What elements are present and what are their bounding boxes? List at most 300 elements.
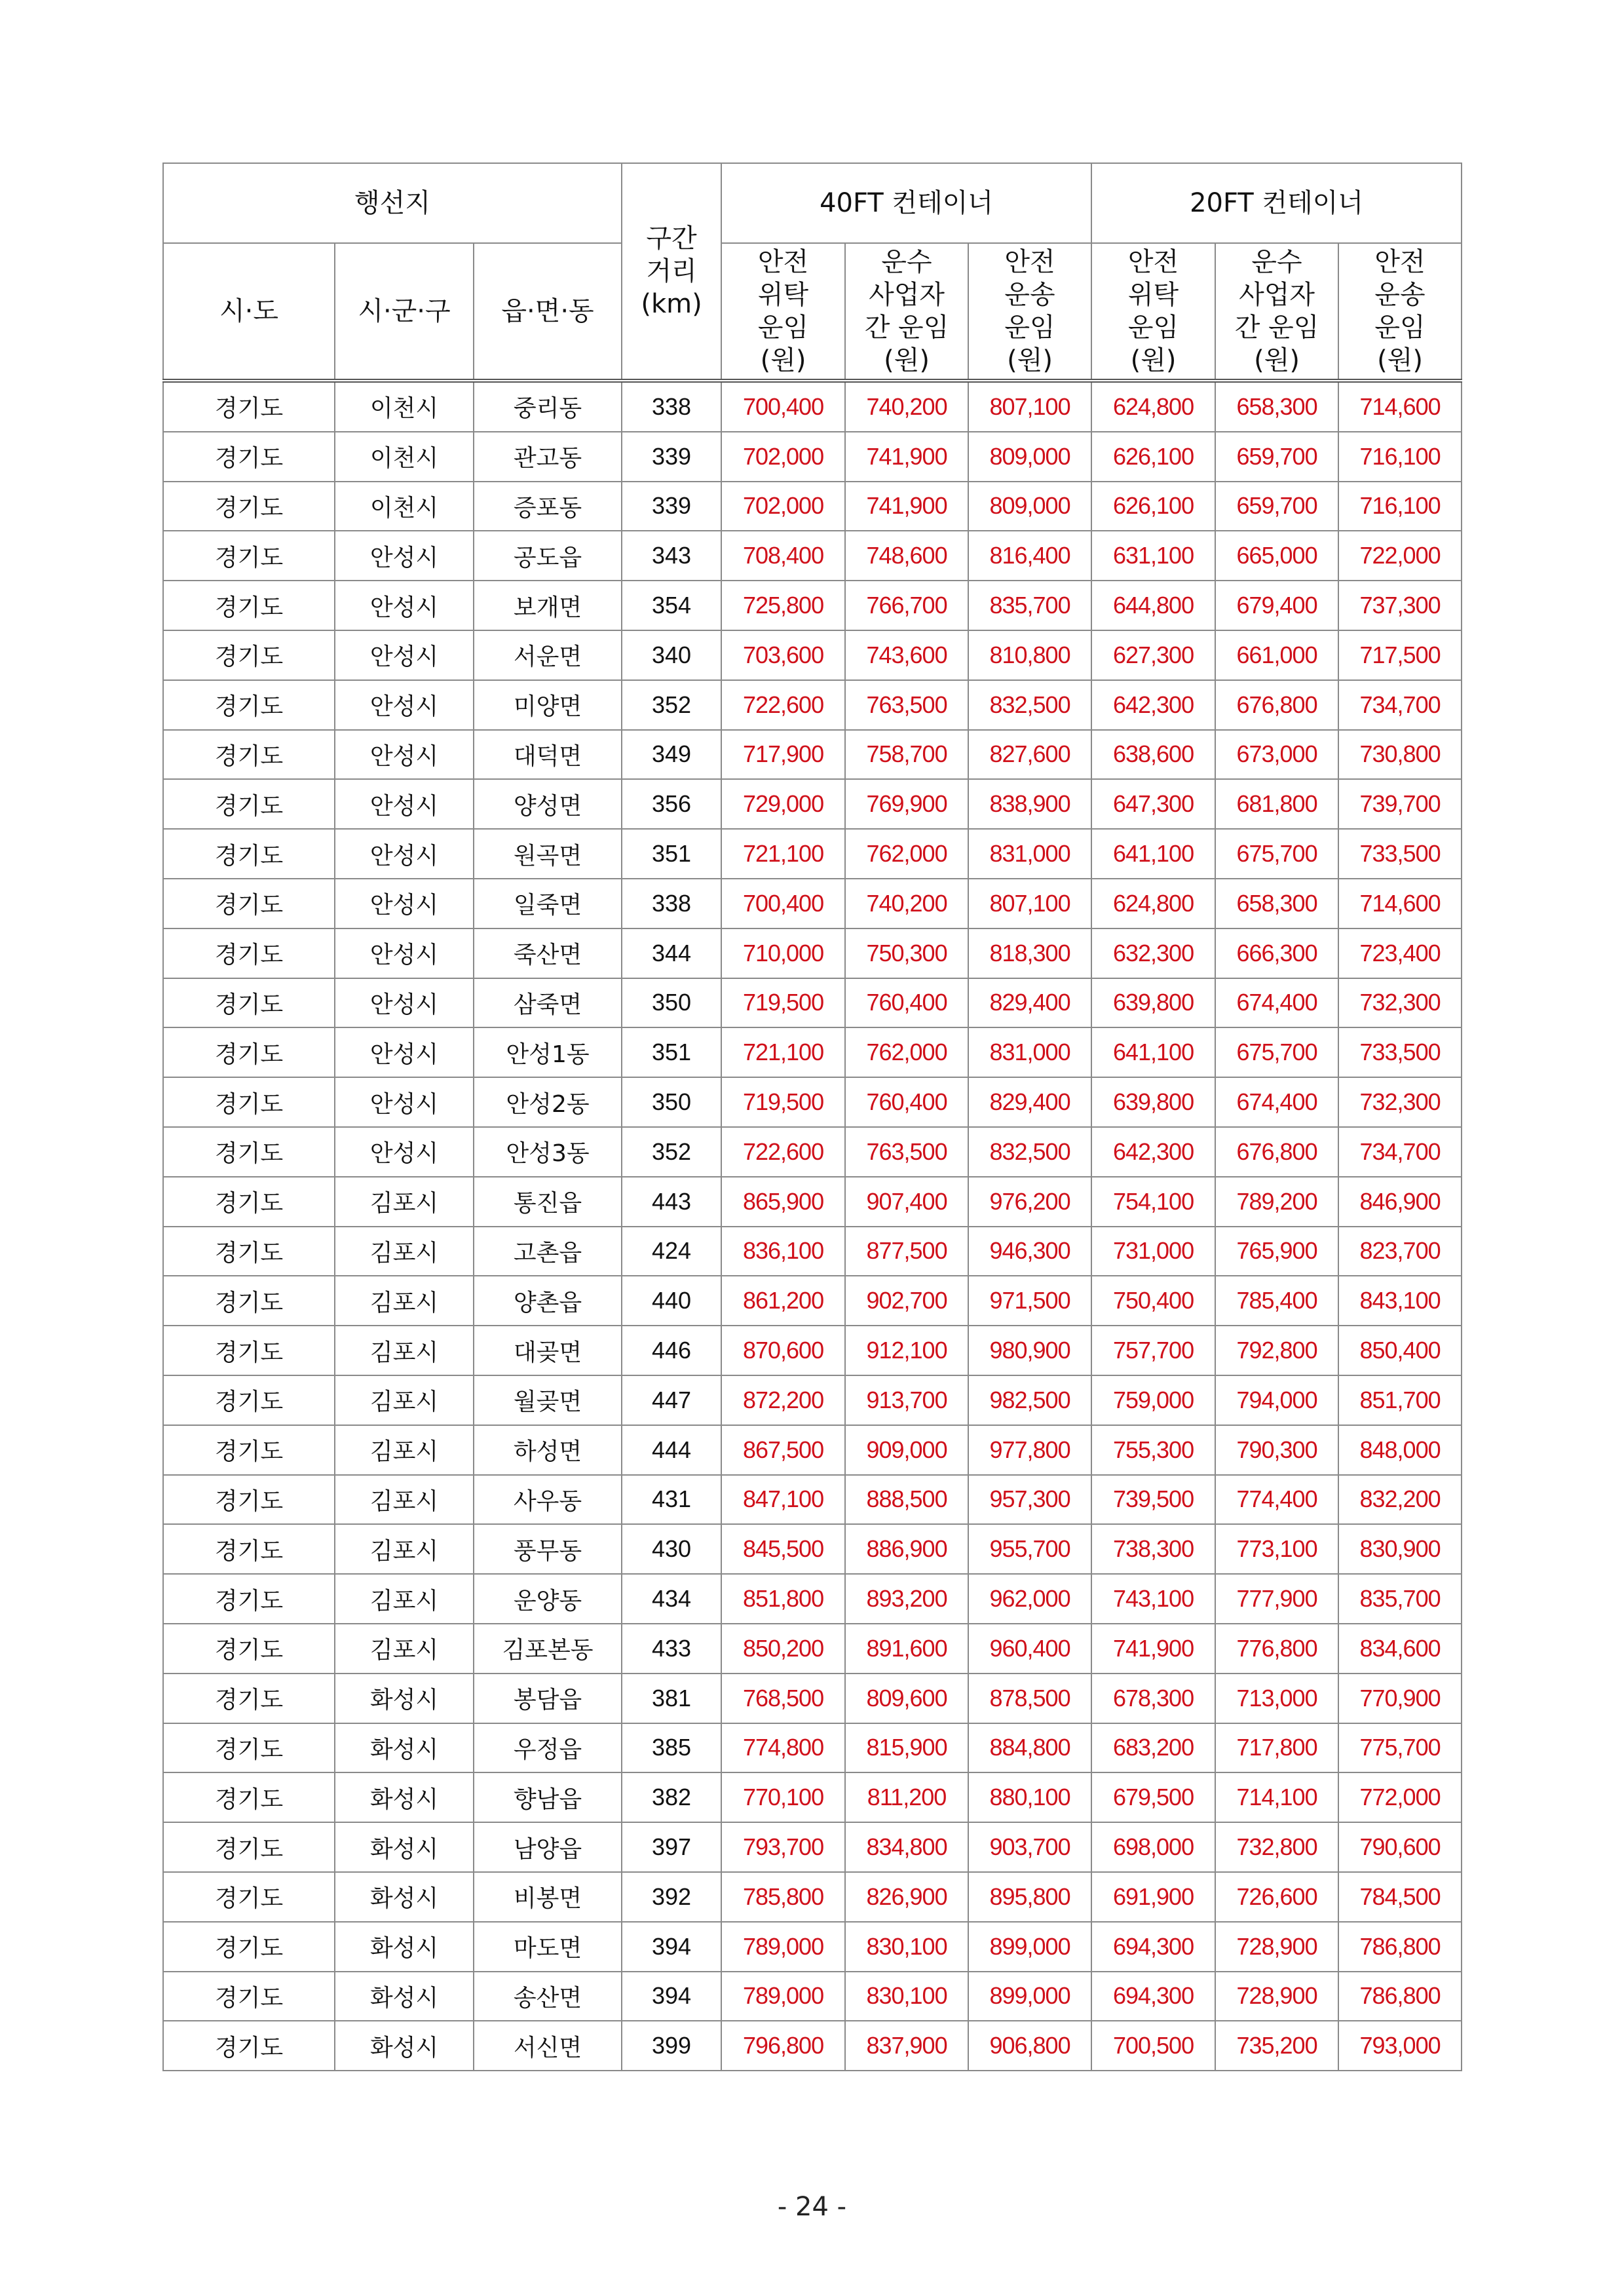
cell-fare-20ft-safe-transport: 716,100 xyxy=(1338,432,1462,482)
cell-fare-20ft-safe-consign: 678,300 xyxy=(1091,1674,1215,1723)
cell-fare-40ft-safe-consign: 865,900 xyxy=(721,1177,845,1227)
cell-fare-40ft-safe-transport: 816,400 xyxy=(968,531,1091,581)
cell-fare-20ft-safe-consign: 755,300 xyxy=(1091,1425,1215,1475)
cell-sigungu: 화성시 xyxy=(335,1922,474,1972)
cell-fare-40ft-safe-consign: 774,800 xyxy=(721,1723,845,1773)
cell-fare-20ft-carrier-between: 774,400 xyxy=(1215,1475,1338,1525)
cell-fare-40ft-carrier-between: 893,200 xyxy=(845,1574,968,1624)
cell-eupmyeondong: 일죽면 xyxy=(474,879,622,928)
cell-fare-20ft-carrier-between: 735,200 xyxy=(1215,2021,1338,2071)
cell-fare-20ft-safe-transport: 830,900 xyxy=(1338,1524,1462,1574)
table-row xyxy=(163,829,1462,879)
page-number: - 24 - xyxy=(777,2192,847,2222)
cell-sido: 경기도 xyxy=(163,1425,335,1475)
fare-table-container xyxy=(162,163,1461,2071)
cell-eupmyeondong: 삼죽면 xyxy=(474,978,622,1028)
cell-fare-40ft-safe-consign: 770,100 xyxy=(721,1772,845,1822)
cell-sigungu: 안성시 xyxy=(335,879,474,928)
cell-fare-20ft-carrier-between: 773,100 xyxy=(1215,1524,1338,1574)
cell-distance: 351 xyxy=(622,829,721,879)
cell-fare-20ft-safe-consign: 698,000 xyxy=(1091,1822,1215,1872)
cell-eupmyeondong: 운양동 xyxy=(474,1574,622,1624)
cell-fare-20ft-safe-transport: 834,600 xyxy=(1338,1624,1462,1674)
cell-fare-40ft-carrier-between: 740,200 xyxy=(845,381,968,432)
cell-fare-40ft-carrier-between: 809,600 xyxy=(845,1674,968,1723)
cell-fare-40ft-safe-transport: 838,900 xyxy=(968,779,1091,829)
cell-eupmyeondong: 월곶면 xyxy=(474,1375,622,1425)
cell-fare-40ft-safe-consign: 729,000 xyxy=(721,779,845,829)
cell-fare-40ft-carrier-between: 877,500 xyxy=(845,1227,968,1276)
cell-fare-20ft-safe-transport: 775,700 xyxy=(1338,1723,1462,1773)
cell-fare-20ft-safe-transport: 793,000 xyxy=(1338,2021,1462,2071)
cell-fare-40ft-safe-transport: 807,100 xyxy=(968,381,1091,432)
cell-fare-20ft-safe-consign: 644,800 xyxy=(1091,581,1215,630)
cell-distance: 434 xyxy=(622,1574,721,1624)
cell-fare-40ft-safe-transport: 962,000 xyxy=(968,1574,1091,1624)
cell-fare-20ft-carrier-between: 681,800 xyxy=(1215,779,1338,829)
cell-fare-40ft-carrier-between: 902,700 xyxy=(845,1276,968,1326)
cell-fare-40ft-safe-consign: 836,100 xyxy=(721,1227,845,1276)
cell-distance: 394 xyxy=(622,1922,721,1972)
cell-eupmyeondong: 중리동 xyxy=(474,381,622,432)
cell-eupmyeondong: 비봉면 xyxy=(474,1872,622,1922)
cell-fare-20ft-safe-consign: 627,300 xyxy=(1091,630,1215,680)
cell-fare-40ft-safe-transport: 835,700 xyxy=(968,581,1091,630)
header-sigungu: 시·군·구 xyxy=(335,243,474,381)
cell-fare-40ft-safe-transport: 810,800 xyxy=(968,630,1091,680)
cell-fare-20ft-carrier-between: 673,000 xyxy=(1215,730,1338,780)
cell-sido: 경기도 xyxy=(163,1326,335,1375)
cell-sido: 경기도 xyxy=(163,1674,335,1723)
cell-fare-40ft-safe-consign: 847,100 xyxy=(721,1475,845,1525)
cell-fare-20ft-carrier-between: 658,300 xyxy=(1215,879,1338,928)
cell-eupmyeondong: 안성2동 xyxy=(474,1077,622,1127)
cell-fare-20ft-carrier-between: 666,300 xyxy=(1215,928,1338,978)
table-row xyxy=(163,1574,1462,1624)
table-row xyxy=(163,1127,1462,1177)
cell-eupmyeondong: 김포본동 xyxy=(474,1624,622,1674)
cell-fare-40ft-carrier-between: 766,700 xyxy=(845,581,968,630)
cell-fare-20ft-safe-transport: 734,700 xyxy=(1338,1127,1462,1177)
cell-fare-20ft-carrier-between: 674,400 xyxy=(1215,978,1338,1028)
cell-distance: 350 xyxy=(622,1077,721,1127)
cell-fare-20ft-carrier-between: 713,000 xyxy=(1215,1674,1338,1723)
cell-fare-40ft-safe-transport: 832,500 xyxy=(968,1127,1091,1177)
cell-fare-20ft-safe-transport: 730,800 xyxy=(1338,730,1462,780)
cell-fare-40ft-carrier-between: 834,800 xyxy=(845,1822,968,1872)
cell-fare-40ft-carrier-between: 740,200 xyxy=(845,879,968,928)
cell-fare-20ft-carrier-between: 674,400 xyxy=(1215,1077,1338,1127)
cell-sigungu: 이천시 xyxy=(335,482,474,531)
table-row xyxy=(163,730,1462,780)
table-row xyxy=(163,928,1462,978)
header-20ft: 20FT 컨테이너 xyxy=(1091,163,1462,243)
cell-sido: 경기도 xyxy=(163,1077,335,1127)
cell-sigungu: 안성시 xyxy=(335,779,474,829)
cell-fare-40ft-safe-consign: 722,600 xyxy=(721,680,845,730)
cell-distance: 349 xyxy=(622,730,721,780)
header-distance: 구간 거리 (km) xyxy=(622,163,721,381)
cell-fare-40ft-safe-transport: 982,500 xyxy=(968,1375,1091,1425)
cell-fare-20ft-carrier-between: 679,400 xyxy=(1215,581,1338,630)
cell-fare-20ft-safe-consign: 639,800 xyxy=(1091,978,1215,1028)
cell-fare-40ft-safe-consign: 793,700 xyxy=(721,1822,845,1872)
cell-fare-20ft-safe-consign: 639,800 xyxy=(1091,1077,1215,1127)
cell-fare-40ft-safe-consign: 725,800 xyxy=(721,581,845,630)
cell-fare-20ft-safe-transport: 734,700 xyxy=(1338,680,1462,730)
cell-fare-40ft-carrier-between: 907,400 xyxy=(845,1177,968,1227)
cell-fare-20ft-safe-consign: 642,300 xyxy=(1091,680,1215,730)
table-row xyxy=(163,1922,1462,1972)
table-row xyxy=(163,1524,1462,1574)
cell-fare-40ft-safe-consign: 768,500 xyxy=(721,1674,845,1723)
cell-fare-40ft-safe-consign: 861,200 xyxy=(721,1276,845,1326)
cell-fare-40ft-safe-transport: 899,000 xyxy=(968,1922,1091,1972)
cell-fare-40ft-carrier-between: 912,100 xyxy=(845,1326,968,1375)
cell-sigungu: 화성시 xyxy=(335,1822,474,1872)
cell-sigungu: 김포시 xyxy=(335,1524,474,1574)
cell-fare-40ft-safe-transport: 807,100 xyxy=(968,879,1091,928)
cell-fare-40ft-safe-transport: 960,400 xyxy=(968,1624,1091,1674)
cell-fare-40ft-safe-consign: 721,100 xyxy=(721,829,845,879)
cell-fare-20ft-safe-consign: 694,300 xyxy=(1091,1922,1215,1972)
cell-fare-40ft-safe-transport: 899,000 xyxy=(968,1972,1091,2021)
cell-sido: 경기도 xyxy=(163,1276,335,1326)
cell-fare-40ft-safe-transport: 895,800 xyxy=(968,1872,1091,1922)
table-row xyxy=(163,1475,1462,1525)
cell-eupmyeondong: 고촌읍 xyxy=(474,1227,622,1276)
cell-sigungu: 안성시 xyxy=(335,1127,474,1177)
cell-fare-40ft-carrier-between: 760,400 xyxy=(845,1077,968,1127)
cell-sigungu: 화성시 xyxy=(335,1723,474,1773)
cell-fare-40ft-safe-consign: 721,100 xyxy=(721,1027,845,1077)
cell-eupmyeondong: 미양면 xyxy=(474,680,622,730)
table-row xyxy=(163,1674,1462,1723)
cell-sido: 경기도 xyxy=(163,779,335,829)
cell-fare-40ft-carrier-between: 763,500 xyxy=(845,1127,968,1177)
cell-fare-20ft-carrier-between: 661,000 xyxy=(1215,630,1338,680)
table-row xyxy=(163,1177,1462,1227)
cell-fare-20ft-safe-transport: 846,900 xyxy=(1338,1177,1462,1227)
cell-distance: 352 xyxy=(622,680,721,730)
cell-fare-40ft-carrier-between: 741,900 xyxy=(845,482,968,531)
cell-fare-20ft-safe-transport: 848,000 xyxy=(1338,1425,1462,1475)
cell-distance: 399 xyxy=(622,2021,721,2071)
cell-sigungu: 김포시 xyxy=(335,1425,474,1475)
cell-fare-20ft-safe-consign: 694,300 xyxy=(1091,1972,1215,2021)
cell-distance: 350 xyxy=(622,978,721,1028)
cell-fare-40ft-carrier-between: 886,900 xyxy=(845,1524,968,1574)
table-row xyxy=(163,978,1462,1028)
table-row xyxy=(163,1276,1462,1326)
cell-fare-20ft-safe-transport: 723,400 xyxy=(1338,928,1462,978)
table-row xyxy=(163,432,1462,482)
cell-fare-20ft-carrier-between: 776,800 xyxy=(1215,1624,1338,1674)
header-40ft: 40FT 컨테이너 xyxy=(721,163,1091,243)
cell-fare-40ft-safe-consign: 719,500 xyxy=(721,978,845,1028)
cell-eupmyeondong: 증포동 xyxy=(474,482,622,531)
cell-eupmyeondong: 보개면 xyxy=(474,581,622,630)
cell-fare-20ft-safe-consign: 738,300 xyxy=(1091,1524,1215,1574)
cell-fare-20ft-carrier-between: 717,800 xyxy=(1215,1723,1338,1773)
cell-fare-40ft-safe-consign: 867,500 xyxy=(721,1425,845,1475)
cell-sido: 경기도 xyxy=(163,1624,335,1674)
cell-fare-20ft-safe-transport: 732,300 xyxy=(1338,978,1462,1028)
cell-eupmyeondong: 남양읍 xyxy=(474,1822,622,1872)
cell-sido: 경기도 xyxy=(163,1227,335,1276)
cell-fare-20ft-safe-transport: 790,600 xyxy=(1338,1822,1462,1872)
cell-fare-40ft-carrier-between: 760,400 xyxy=(845,978,968,1028)
cell-fare-20ft-carrier-between: 659,700 xyxy=(1215,432,1338,482)
cell-distance: 424 xyxy=(622,1227,721,1276)
cell-eupmyeondong: 하성면 xyxy=(474,1425,622,1475)
cell-fare-20ft-safe-consign: 759,000 xyxy=(1091,1375,1215,1425)
cell-sido: 경기도 xyxy=(163,680,335,730)
cell-sido: 경기도 xyxy=(163,978,335,1028)
cell-fare-40ft-safe-transport: 880,100 xyxy=(968,1772,1091,1822)
cell-sido: 경기도 xyxy=(163,1922,335,1972)
cell-sido: 경기도 xyxy=(163,630,335,680)
cell-fare-40ft-carrier-between: 762,000 xyxy=(845,1027,968,1077)
cell-sido: 경기도 xyxy=(163,1127,335,1177)
cell-fare-40ft-carrier-between: 888,500 xyxy=(845,1475,968,1525)
cell-fare-20ft-carrier-between: 794,000 xyxy=(1215,1375,1338,1425)
cell-fare-20ft-carrier-between: 765,900 xyxy=(1215,1227,1338,1276)
cell-distance: 381 xyxy=(622,1674,721,1723)
cell-sigungu: 이천시 xyxy=(335,432,474,482)
cell-fare-40ft-safe-transport: 818,300 xyxy=(968,928,1091,978)
cell-distance: 394 xyxy=(622,1972,721,2021)
table-row xyxy=(163,1227,1462,1276)
cell-eupmyeondong: 안성3동 xyxy=(474,1127,622,1177)
cell-fare-40ft-safe-consign: 870,600 xyxy=(721,1326,845,1375)
cell-fare-20ft-safe-consign: 641,100 xyxy=(1091,829,1215,879)
cell-sigungu: 안성시 xyxy=(335,978,474,1028)
table-row xyxy=(163,779,1462,829)
cell-sido: 경기도 xyxy=(163,1524,335,1574)
cell-sido: 경기도 xyxy=(163,1475,335,1525)
cell-fare-40ft-safe-transport: 809,000 xyxy=(968,482,1091,531)
cell-fare-20ft-safe-consign: 647,300 xyxy=(1091,779,1215,829)
header-destination: 행선지 xyxy=(163,163,622,243)
cell-fare-20ft-safe-transport: 832,200 xyxy=(1338,1475,1462,1525)
cell-sido: 경기도 xyxy=(163,1872,335,1922)
cell-sigungu: 안성시 xyxy=(335,531,474,581)
cell-fare-40ft-safe-consign: 702,000 xyxy=(721,432,845,482)
cell-fare-20ft-carrier-between: 659,700 xyxy=(1215,482,1338,531)
cell-fare-40ft-safe-transport: 946,300 xyxy=(968,1227,1091,1276)
cell-distance: 344 xyxy=(622,928,721,978)
table-row xyxy=(163,1723,1462,1773)
cell-distance: 385 xyxy=(622,1723,721,1773)
cell-fare-40ft-safe-consign: 702,000 xyxy=(721,482,845,531)
cell-distance: 340 xyxy=(622,630,721,680)
cell-distance: 338 xyxy=(622,381,721,432)
table-row xyxy=(163,1872,1462,1922)
table-row xyxy=(163,531,1462,581)
cell-fare-20ft-carrier-between: 726,600 xyxy=(1215,1872,1338,1922)
cell-sido: 경기도 xyxy=(163,928,335,978)
table-row xyxy=(163,1027,1462,1077)
cell-fare-20ft-carrier-between: 675,700 xyxy=(1215,829,1338,879)
cell-distance: 444 xyxy=(622,1425,721,1475)
table-row xyxy=(163,1972,1462,2021)
cell-sido: 경기도 xyxy=(163,1375,335,1425)
cell-fare-40ft-carrier-between: 837,900 xyxy=(845,2021,968,2071)
cell-fare-40ft-safe-transport: 977,800 xyxy=(968,1425,1091,1475)
cell-fare-20ft-safe-transport: 784,500 xyxy=(1338,1872,1462,1922)
cell-fare-20ft-safe-transport: 714,600 xyxy=(1338,381,1462,432)
table-row xyxy=(163,879,1462,928)
cell-fare-40ft-safe-transport: 827,600 xyxy=(968,730,1091,780)
cell-sido: 경기도 xyxy=(163,1574,335,1624)
cell-fare-20ft-safe-transport: 716,100 xyxy=(1338,482,1462,531)
cell-fare-40ft-safe-transport: 957,300 xyxy=(968,1475,1091,1525)
cell-fare-40ft-safe-transport: 829,400 xyxy=(968,978,1091,1028)
cell-sido: 경기도 xyxy=(163,730,335,780)
cell-fare-40ft-carrier-between: 769,900 xyxy=(845,779,968,829)
cell-fare-40ft-carrier-between: 891,600 xyxy=(845,1624,968,1674)
cell-distance: 397 xyxy=(622,1822,721,1872)
cell-fare-20ft-safe-transport: 737,300 xyxy=(1338,581,1462,630)
header-40ft-carrier-between: 운수 사업자 간 운임 (원) xyxy=(845,243,968,381)
cell-fare-40ft-safe-consign: 785,800 xyxy=(721,1872,845,1922)
header-40ft-safe-transport: 안전 운송 운임 (원) xyxy=(968,243,1091,381)
cell-fare-40ft-safe-consign: 717,900 xyxy=(721,730,845,780)
cell-fare-40ft-carrier-between: 811,200 xyxy=(845,1772,968,1822)
table-body xyxy=(163,381,1462,2071)
cell-sigungu: 화성시 xyxy=(335,1872,474,1922)
cell-fare-20ft-safe-consign: 631,100 xyxy=(1091,531,1215,581)
table-row xyxy=(163,482,1462,531)
cell-fare-20ft-safe-transport: 786,800 xyxy=(1338,1972,1462,2021)
cell-fare-40ft-carrier-between: 909,000 xyxy=(845,1425,968,1475)
cell-eupmyeondong: 향남읍 xyxy=(474,1772,622,1822)
cell-distance: 443 xyxy=(622,1177,721,1227)
cell-fare-40ft-carrier-between: 913,700 xyxy=(845,1375,968,1425)
cell-eupmyeondong: 서신면 xyxy=(474,2021,622,2071)
cell-fare-20ft-safe-transport: 717,500 xyxy=(1338,630,1462,680)
cell-sido: 경기도 xyxy=(163,581,335,630)
cell-fare-20ft-carrier-between: 676,800 xyxy=(1215,1127,1338,1177)
cell-sigungu: 화성시 xyxy=(335,2021,474,2071)
table-row xyxy=(163,1326,1462,1375)
cell-distance: 382 xyxy=(622,1772,721,1822)
header-20ft-safe-transport: 안전 운송 운임 (원) xyxy=(1338,243,1462,381)
cell-fare-40ft-safe-consign: 710,000 xyxy=(721,928,845,978)
cell-fare-20ft-carrier-between: 675,700 xyxy=(1215,1027,1338,1077)
cell-fare-40ft-carrier-between: 743,600 xyxy=(845,630,968,680)
cell-eupmyeondong: 공도읍 xyxy=(474,531,622,581)
cell-fare-20ft-safe-consign: 741,900 xyxy=(1091,1624,1215,1674)
cell-fare-20ft-safe-consign: 683,200 xyxy=(1091,1723,1215,1773)
cell-fare-40ft-carrier-between: 830,100 xyxy=(845,1972,968,2021)
cell-distance: 430 xyxy=(622,1524,721,1574)
cell-fare-40ft-safe-consign: 851,800 xyxy=(721,1574,845,1624)
cell-fare-20ft-safe-consign: 638,600 xyxy=(1091,730,1215,780)
cell-sigungu: 안성시 xyxy=(335,1027,474,1077)
cell-distance: 433 xyxy=(622,1624,721,1674)
cell-distance: 446 xyxy=(622,1326,721,1375)
cell-sido: 경기도 xyxy=(163,1772,335,1822)
cell-fare-20ft-carrier-between: 728,900 xyxy=(1215,1972,1338,2021)
cell-sigungu: 안성시 xyxy=(335,829,474,879)
cell-eupmyeondong: 대덕면 xyxy=(474,730,622,780)
cell-fare-40ft-safe-consign: 789,000 xyxy=(721,1972,845,2021)
cell-fare-40ft-safe-consign: 845,500 xyxy=(721,1524,845,1574)
cell-sigungu: 안성시 xyxy=(335,581,474,630)
cell-fare-20ft-safe-consign: 626,100 xyxy=(1091,432,1215,482)
cell-fare-20ft-carrier-between: 790,300 xyxy=(1215,1425,1338,1475)
cell-sigungu: 안성시 xyxy=(335,928,474,978)
cell-distance: 356 xyxy=(622,779,721,829)
cell-distance: 339 xyxy=(622,432,721,482)
cell-sido: 경기도 xyxy=(163,1027,335,1077)
cell-fare-20ft-safe-transport: 786,800 xyxy=(1338,1922,1462,1972)
cell-fare-40ft-safe-transport: 976,200 xyxy=(968,1177,1091,1227)
cell-eupmyeondong: 죽산면 xyxy=(474,928,622,978)
cell-fare-20ft-carrier-between: 777,900 xyxy=(1215,1574,1338,1624)
cell-fare-20ft-carrier-between: 785,400 xyxy=(1215,1276,1338,1326)
cell-eupmyeondong: 풍무동 xyxy=(474,1524,622,1574)
header-40ft-safe-consign: 안전 위탁 운임 (원) xyxy=(721,243,845,381)
cell-fare-20ft-safe-transport: 851,700 xyxy=(1338,1375,1462,1425)
cell-sigungu: 김포시 xyxy=(335,1227,474,1276)
cell-fare-40ft-safe-consign: 700,400 xyxy=(721,381,845,432)
table-row xyxy=(163,1624,1462,1674)
cell-eupmyeondong: 서운면 xyxy=(474,630,622,680)
fare-table xyxy=(162,163,1462,2071)
cell-fare-40ft-safe-consign: 722,600 xyxy=(721,1127,845,1177)
cell-fare-20ft-safe-transport: 823,700 xyxy=(1338,1227,1462,1276)
cell-eupmyeondong: 통진읍 xyxy=(474,1177,622,1227)
cell-fare-40ft-safe-consign: 789,000 xyxy=(721,1922,845,1972)
table-row xyxy=(163,1077,1462,1127)
cell-fare-20ft-safe-consign: 739,500 xyxy=(1091,1475,1215,1525)
cell-fare-40ft-carrier-between: 826,900 xyxy=(845,1872,968,1922)
cell-fare-20ft-safe-consign: 754,100 xyxy=(1091,1177,1215,1227)
table-row xyxy=(163,581,1462,630)
cell-fare-40ft-safe-transport: 906,800 xyxy=(968,2021,1091,2071)
cell-fare-40ft-carrier-between: 763,500 xyxy=(845,680,968,730)
cell-fare-40ft-safe-consign: 700,400 xyxy=(721,879,845,928)
cell-sido: 경기도 xyxy=(163,381,335,432)
cell-fare-40ft-safe-transport: 878,500 xyxy=(968,1674,1091,1723)
table-row xyxy=(163,1772,1462,1822)
cell-sido: 경기도 xyxy=(163,531,335,581)
cell-sigungu: 이천시 xyxy=(335,381,474,432)
cell-fare-20ft-carrier-between: 728,900 xyxy=(1215,1922,1338,1972)
cell-sigungu: 화성시 xyxy=(335,1674,474,1723)
cell-sido: 경기도 xyxy=(163,1972,335,2021)
cell-distance: 392 xyxy=(622,1872,721,1922)
cell-fare-40ft-carrier-between: 762,000 xyxy=(845,829,968,879)
cell-eupmyeondong: 마도면 xyxy=(474,1922,622,1972)
cell-distance: 354 xyxy=(622,581,721,630)
table-row xyxy=(163,680,1462,730)
cell-fare-20ft-safe-transport: 835,700 xyxy=(1338,1574,1462,1624)
cell-sigungu: 김포시 xyxy=(335,1475,474,1525)
cell-eupmyeondong: 관고동 xyxy=(474,432,622,482)
cell-fare-40ft-safe-transport: 831,000 xyxy=(968,1027,1091,1077)
cell-fare-40ft-carrier-between: 748,600 xyxy=(845,531,968,581)
header-sido: 시·도 xyxy=(163,243,335,381)
cell-sido: 경기도 xyxy=(163,482,335,531)
table-row xyxy=(163,1822,1462,1872)
cell-fare-40ft-safe-transport: 903,700 xyxy=(968,1822,1091,1872)
header-eupmyeondong: 읍·면·동 xyxy=(474,243,622,381)
cell-sido: 경기도 xyxy=(163,879,335,928)
